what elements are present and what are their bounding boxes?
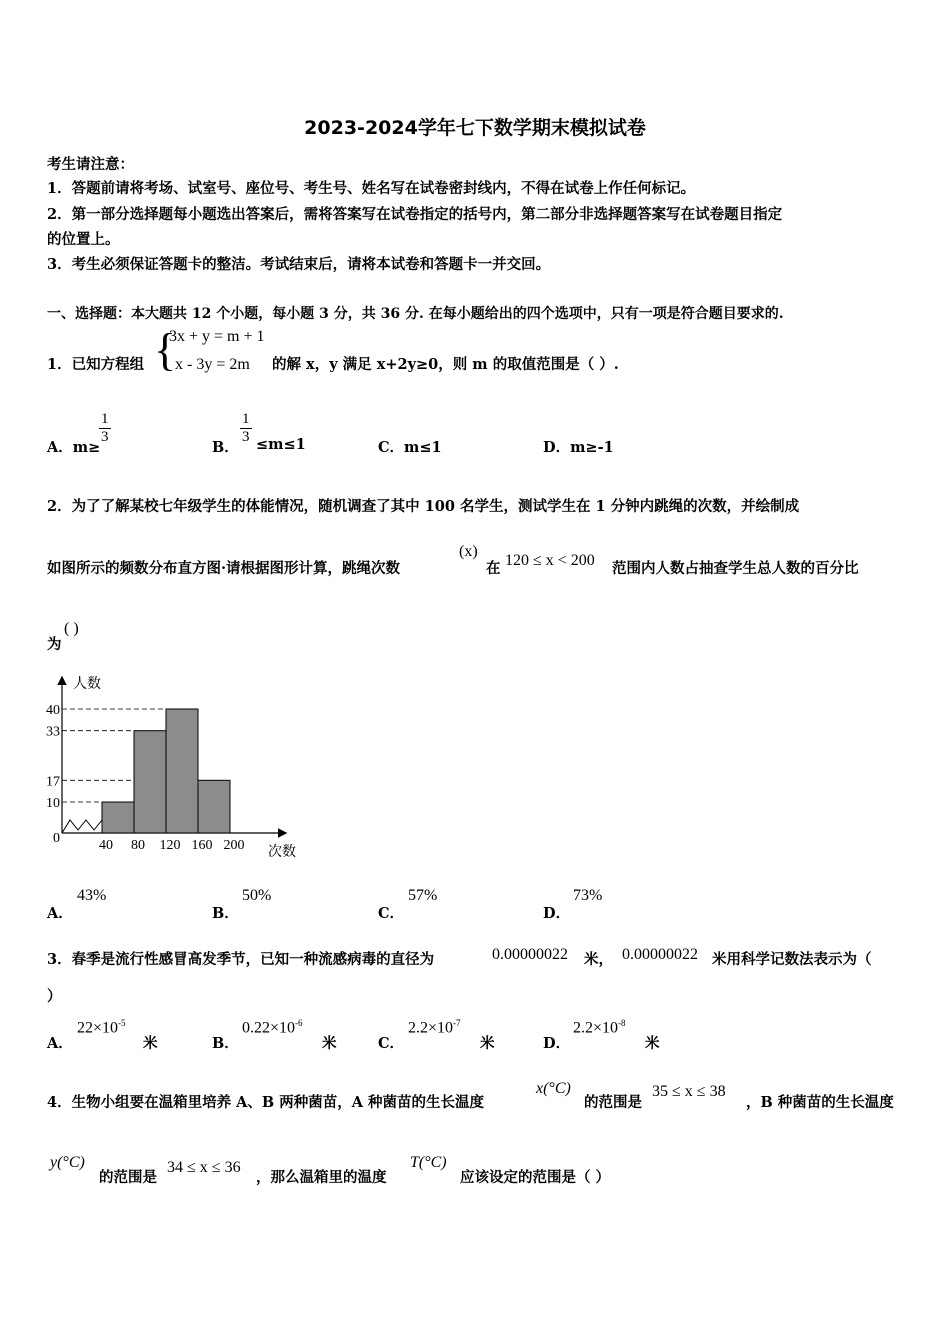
q1-option-b-tail: ≤m≤1 <box>256 436 306 453</box>
histogram-y-tick: 17 <box>46 774 60 790</box>
q3-option-c-unit: 米 <box>480 1035 495 1052</box>
q2-variable: (x) <box>459 543 478 560</box>
notice-item-1: 1．答题前请将考场、试室号、座位号、考生号、姓名写在试卷密封线内，不得在试卷上作任何标记。 <box>47 180 696 197</box>
histogram-bar-160-200 <box>198 780 230 833</box>
q1-option-a: A．m≥ <box>47 439 101 456</box>
q2-line-1: 2．为了了解某校七年级学生的体能情况，随机调查了其中 100 名学生，测试学生在 1 分钟内跳绳的次数，并绘制成 <box>47 498 800 515</box>
q3-option-b-label: B． <box>212 1035 239 1052</box>
q1-option-d: D．m≥-1 <box>543 439 614 456</box>
q3-number-1: 0.00000022 <box>492 946 568 963</box>
q2-option-b-label: B． <box>212 905 239 922</box>
q4-line-2b: ，那么温箱里的温度 <box>256 1169 387 1186</box>
q3-option-a-value <box>77 1018 126 1037</box>
q3-line-1b: 米， <box>584 951 613 968</box>
q1-option-a-fraction <box>99 411 111 446</box>
histogram-y-tick: 33 <box>46 724 60 740</box>
q4-t-variable: T(°C) <box>410 1154 447 1171</box>
q2-line-2b: 在 <box>486 560 501 577</box>
sci-exponent: -6 <box>295 1018 303 1028</box>
histogram-x-tick: 200 <box>223 838 245 853</box>
section-heading: 一、选择题：本大题共 12 个小题，每小题 3 分，共 36 分. 在每小题给出的四个选项中，只有一项是符合题目要求的. <box>47 306 784 322</box>
fraction-numerator: 1 <box>242 411 250 427</box>
q3-number-2: 0.00000022 <box>622 946 698 963</box>
histogram-x-tick: 40 <box>99 838 113 853</box>
q3-option-d-label: D． <box>543 1035 571 1052</box>
q2-option-c-label: C． <box>378 905 405 922</box>
q2-line-2a: 如图所示的频数分布直方图·请根据图形计算，跳绳次数 <box>47 560 401 577</box>
q3-line-2: ） <box>47 988 62 1005</box>
q2-answer-paren: ( ) <box>64 620 79 637</box>
notice-item-3: 3．考生必须保证答题卡的整洁。考试结束后，请将本试卷和答题卡一并交回。 <box>47 256 551 273</box>
q2-option-d-label: D． <box>543 905 571 922</box>
q4-line-2c: 应该设定的范围是（ ） <box>460 1169 611 1186</box>
q3-option-d-unit: 米 <box>645 1035 660 1052</box>
q4-line-1b: 的范围是 <box>584 1094 642 1111</box>
q4-y-variable: y(°C) <box>50 1154 85 1171</box>
q3-option-b-unit: 米 <box>322 1035 337 1052</box>
histogram-y-tick: 40 <box>46 703 60 718</box>
sci-exponent: -7 <box>453 1018 461 1028</box>
q1-prefix: 1．已知方程组 <box>47 356 145 373</box>
q4-x-range: 35 ≤ x ≤ 38 <box>652 1083 726 1100</box>
q3-option-a-label: A． <box>47 1035 73 1052</box>
histogram-x-tick: 80 <box>131 838 145 853</box>
q2-histogram <box>40 670 310 865</box>
q2-line-3: 为 <box>47 636 62 653</box>
sci-base: 0.22×10 <box>242 1019 296 1037</box>
q1-option-b: B． <box>212 439 239 456</box>
q3-line-1c: 米用科学记数法表示为（ <box>712 951 872 968</box>
sci-exponent: -8 <box>618 1018 626 1028</box>
q3-option-b-value <box>242 1018 303 1037</box>
fraction-numerator: 1 <box>101 411 109 427</box>
q1-eq2: x - 3y = 2m <box>175 356 250 373</box>
histogram-bar-120-160 <box>166 709 198 833</box>
q1-brace: { <box>154 324 177 375</box>
histogram-y-label: 人数 <box>73 677 101 692</box>
fraction-denominator: 3 <box>101 429 109 445</box>
q1-option-c: C．m≤1 <box>378 439 442 456</box>
q3-option-c-value <box>408 1018 461 1037</box>
page-title: 2023-2024学年七下数学期末模拟试卷 <box>304 117 646 139</box>
histogram-bar-80-120 <box>134 731 166 833</box>
sci-base: 22×10 <box>77 1019 119 1037</box>
notice-item-2-cont: 的位置上。 <box>47 231 120 248</box>
histogram-x-tick: 120 <box>159 838 181 853</box>
q4-line-2a: 的范围是 <box>99 1169 157 1186</box>
notice-item-2: 2．第一部分选择题每小题选出答案后，需将答案写在试卷指定的括号内，第二部分非选择题答案写在试卷题目指定 <box>47 206 783 223</box>
q2-option-a-value: 43% <box>77 887 107 904</box>
q3-line-1a: 3．春季是流行性感冒高发季节，已知一种流感病毒的直径为 <box>47 951 435 968</box>
q2-range: 120 ≤ x < 200 <box>505 552 595 569</box>
histogram-x-label: 次数 <box>268 845 296 860</box>
q2-option-b-value: 50% <box>242 887 272 904</box>
q1-eq1: 3x + y = m + 1 <box>169 328 265 345</box>
q1-option-b-fraction <box>240 411 252 446</box>
q4-x-variable: x(°C) <box>536 1080 571 1097</box>
histogram-x-tick: 160 <box>191 838 213 853</box>
q3-option-c-label: C． <box>378 1035 405 1052</box>
histogram-y-tick: 0 <box>53 831 60 846</box>
histogram-bar-40-80 <box>102 802 134 833</box>
q4-y-range: 34 ≤ x ≤ 36 <box>167 1159 241 1176</box>
q2-option-a-label: A． <box>47 905 73 922</box>
q3-option-d-value <box>573 1018 626 1037</box>
q4-line-1c: ，B 种菌苗的生长温度 <box>746 1094 894 1111</box>
sci-base: 2.2×10 <box>408 1019 454 1037</box>
q2-option-c-value: 57% <box>408 887 438 904</box>
q1-suffix: 的解 x，y 满足 x+2y≥0，则 m 的取值范围是（ ）. <box>272 356 619 373</box>
sci-exponent: -5 <box>118 1018 126 1028</box>
notice-heading: 考生请注意： <box>47 156 134 173</box>
q2-line-2c: 范围内人数占抽查学生总人数的百分比 <box>612 560 859 577</box>
sci-base: 2.2×10 <box>573 1019 619 1037</box>
q3-option-a-unit: 米 <box>143 1035 158 1052</box>
histogram-y-tick: 10 <box>46 796 60 811</box>
fraction-denominator: 3 <box>242 429 250 445</box>
q2-option-d-value: 73% <box>573 887 603 904</box>
q4-line-1a: 4．生物小组要在温箱里培养 A、B 两种菌苗，A 种菌苗的生长温度 <box>47 1094 484 1111</box>
